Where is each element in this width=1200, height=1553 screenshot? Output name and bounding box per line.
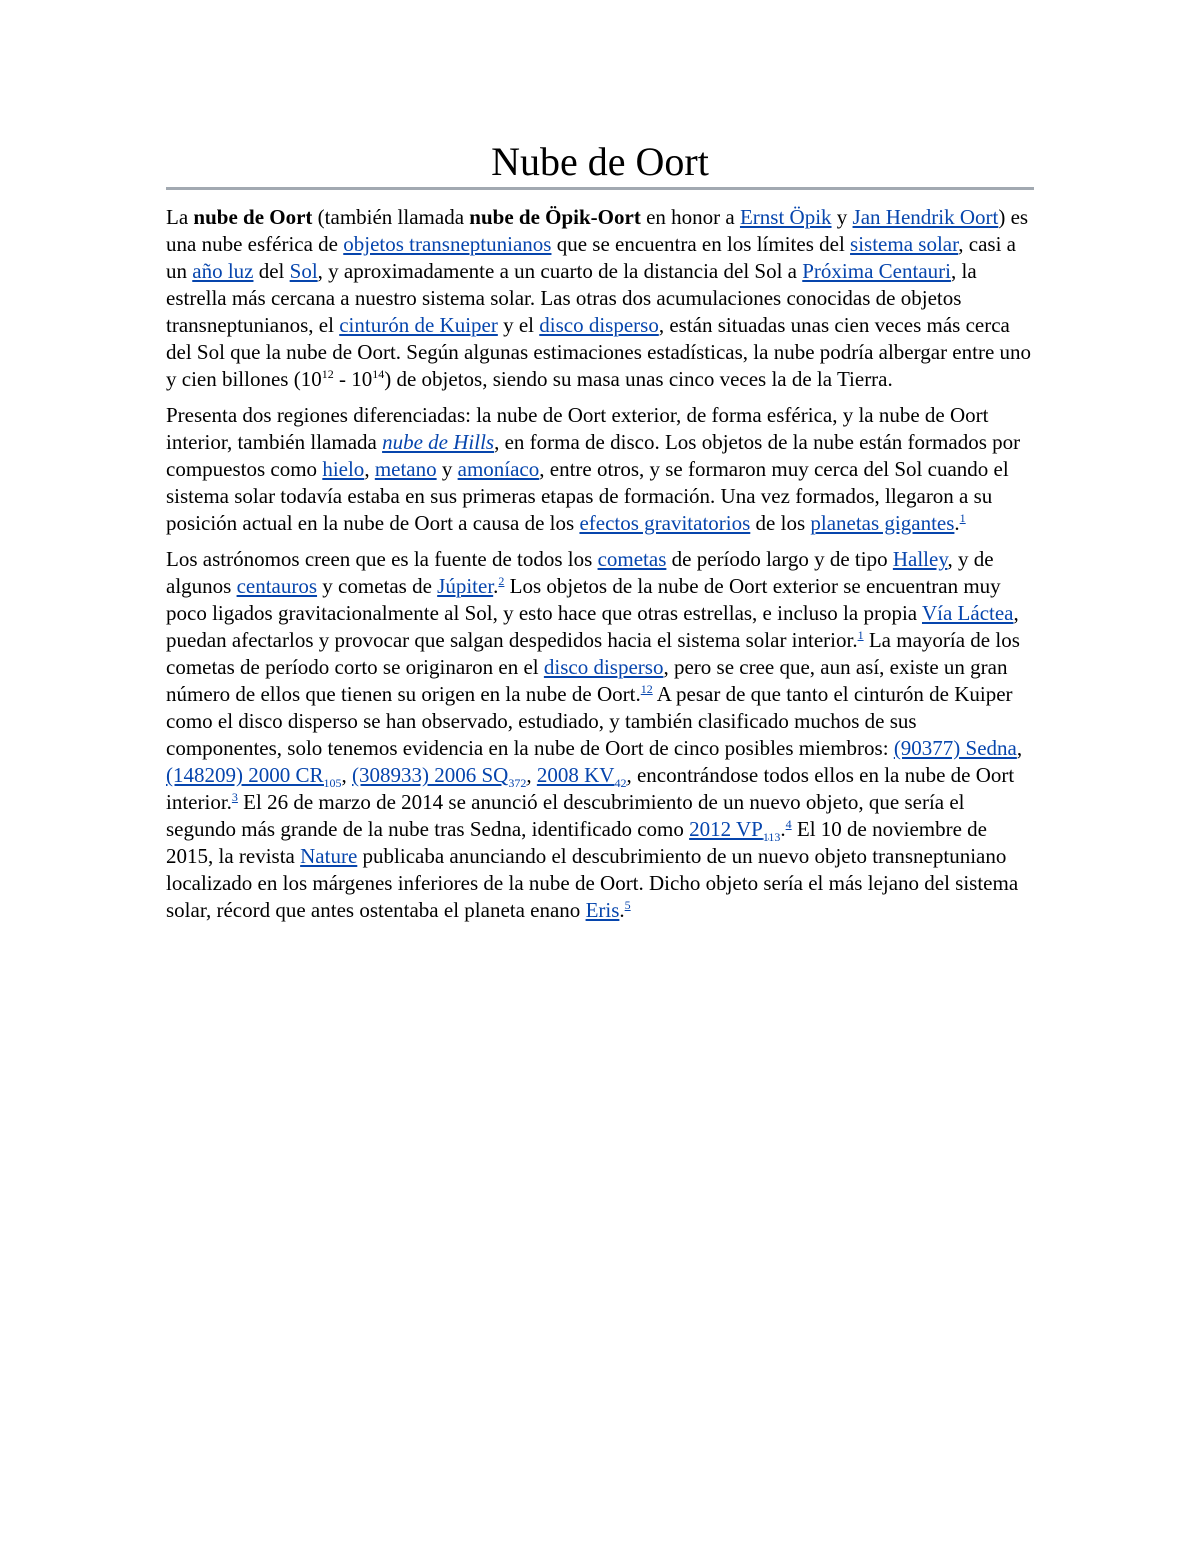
text: , están situadas unas cien veces más cerca del Sol que la nube de Oort. Según algunas estimaciones estadísticas, la nube podría albergar entre uno y cien billones (10	[166, 313, 1032, 391]
paragraph-3	[166, 546, 1034, 924]
text: El 10 de noviembre de 2015, la revista	[166, 817, 987, 868]
text: de período largo y de tipo	[666, 547, 893, 571]
text: Presenta dos regiones diferenciadas: la nube de Oort exterior, de forma esférica, y la nube de Oort interior, también llamada	[166, 403, 989, 454]
text: del	[253, 259, 290, 283]
text: ) es una nube esférica de	[166, 205, 1029, 256]
link-centauros[interactable]: centauros	[236, 574, 318, 598]
exponent: 12	[321, 367, 334, 381]
paragraph-1	[166, 204, 1034, 393]
exponent: 14	[372, 367, 385, 381]
reference-link[interactable]: 2	[498, 574, 505, 588]
reference-link[interactable]: 5	[624, 898, 631, 912]
article	[166, 138, 1034, 933]
text: y	[831, 205, 853, 229]
title-divider	[166, 187, 1034, 190]
link-amoniaco[interactable]: amoníaco	[457, 457, 540, 481]
text: , entre otros, y se formaron muy cerca del Sol cuando el sistema solar todavía estaba en sus primeras etapas de formación. Una vez formados, llegaron a su posición actual en la nube de Oort a causa de los	[166, 457, 1009, 535]
reference-marker	[641, 682, 653, 696]
bold-term: nube de Öpik-Oort	[469, 205, 641, 229]
link-cinturon-de-kuiper[interactable]: cinturón de Kuiper	[339, 313, 498, 337]
text: ) de objetos, siendo su masa unas cinco veces la de la Tierra.	[384, 367, 893, 391]
text: .	[780, 817, 786, 841]
link-text: 2012 VP	[689, 817, 763, 841]
link-ano-luz[interactable]: año luz	[192, 259, 254, 283]
text: .	[619, 898, 625, 922]
reference-link[interactable]: 12	[640, 682, 653, 696]
link-text: (148209) 2000 CR	[166, 763, 324, 787]
link-metano[interactable]: metano	[374, 457, 437, 481]
text: , casi a un	[166, 232, 1017, 283]
reference-link[interactable]: 1	[857, 628, 864, 642]
bold-term: nube de Oort	[193, 205, 313, 229]
link-eris[interactable]: Eris	[585, 898, 620, 922]
text: ,	[1016, 736, 1023, 760]
reference-link[interactable]: 4	[785, 817, 792, 831]
text: publicaba anunciando el descubrimiento de un nuevo objeto transneptuniano localizado en los márgenes inferiores de la nube de Oort. Dicho objeto sería el más lejano del sistema solar, récord que antes ostentaba el planeta enano	[166, 844, 1019, 922]
link-disco-disperso[interactable]: disco disperso	[539, 313, 659, 337]
subscript: 113	[762, 830, 781, 845]
link-efectos-gravitatorios[interactable]: efectos gravitatorios	[579, 511, 751, 535]
paragraph-2	[166, 402, 1034, 537]
link-objetos-transneptunianos[interactable]: objetos transneptunianos	[343, 232, 552, 256]
reference-link[interactable]: 3	[231, 790, 238, 804]
link-sol[interactable]: Sol	[289, 259, 318, 283]
text: Los objetos de la nube de Oort exterior se encuentran muy poco ligados gravitacionalmente al Sol, y esto hace que otras estrellas, e incluso la propia	[166, 574, 1001, 625]
link-sedna[interactable]: (90377) Sedna	[893, 736, 1017, 760]
text: Los astrónomos creen que es la fuente de todos los	[166, 547, 598, 571]
text: A pesar de que tanto el cinturón de Kuiper como el disco disperso se han observado, estudiado, y también clasificado muchos de sus componentes, solo tenemos evidencia en la nube de Oort de cinco posibles miembros:	[166, 682, 1013, 760]
link-2006-sq372[interactable]	[352, 763, 527, 791]
text: y	[436, 457, 458, 481]
reference-link[interactable]: 1	[959, 511, 966, 525]
link-2008-kv42[interactable]	[536, 763, 627, 791]
text: - 10	[333, 367, 373, 391]
subscript: 105	[323, 776, 342, 791]
link-ernst-opik[interactable]: Ernst Öpik	[739, 205, 832, 229]
subscript: 42	[614, 776, 627, 791]
link-disco-disperso[interactable]: disco disperso	[543, 655, 664, 679]
reference-marker	[625, 898, 631, 912]
text: y cometas de	[317, 574, 438, 598]
link-hielo[interactable]: hielo	[322, 457, 365, 481]
text: El 26 de marzo de 2014 se anunció el descubrimiento de un nuevo objeto, que sería el segundo más grande de la nube tras Sedna, identificado como	[166, 790, 965, 841]
text: .	[493, 574, 499, 598]
text: , la estrella más cercana a nuestro sistema solar. Las otras dos acumulaciones conocidas de objetos transneptunianos, el	[166, 259, 977, 337]
text: que se encuentra en los límites del	[551, 232, 851, 256]
text: , en forma de disco. Los objetos de la nube están formados por compuestos como	[166, 430, 1021, 481]
link-halley[interactable]: Halley	[892, 547, 948, 571]
text: , encontrándose todos ellos en la nube de Oort interior.	[166, 763, 1015, 814]
link-cometas[interactable]: cometas	[597, 547, 667, 571]
text: ,	[341, 763, 352, 787]
link-2000-cr105[interactable]	[166, 763, 342, 791]
text: (también llamada	[312, 205, 470, 229]
link-proxima-centauri[interactable]: Próxima Centauri	[802, 259, 951, 283]
link-nube-de-hills[interactable]: nube de Hills	[382, 430, 495, 454]
link-jupiter[interactable]: Júpiter	[437, 574, 494, 598]
link-nature[interactable]: Nature	[300, 844, 358, 868]
subscript: 372	[508, 776, 527, 791]
text: .	[954, 511, 960, 535]
text: en honor a	[640, 205, 740, 229]
text: ,	[364, 457, 375, 481]
link-2012-vp113[interactable]	[689, 817, 781, 845]
reference-marker	[960, 511, 966, 525]
text: , pero se cree que, aun así, existe un gran número de ellos que tienen su origen en la nube de Oort.	[166, 655, 1008, 706]
text: , puedan afectarlos y provocar que salgan despedidos hacia el sistema solar interior.	[166, 601, 1019, 652]
text: , y de algunos	[166, 547, 994, 598]
text: y el	[497, 313, 540, 337]
text: La	[166, 205, 194, 229]
link-sistema-solar[interactable]: sistema solar	[850, 232, 959, 256]
link-text: (308933) 2006 SQ	[352, 763, 509, 787]
text: , y aproximadamente a un cuarto de la distancia del Sol a	[317, 259, 803, 283]
text: de los	[750, 511, 811, 535]
link-via-lactea[interactable]: Vía Láctea	[921, 601, 1014, 625]
link-text: 2008 KV	[536, 763, 615, 787]
link-jan-hendrik-oort[interactable]: Jan Hendrik Oort	[852, 205, 999, 229]
text: ,	[526, 763, 537, 787]
link-planetas-gigantes[interactable]: planetas gigantes	[810, 511, 955, 535]
page-title: Nube de Oort	[491, 139, 709, 184]
text: La mayoría de los cometas de período corto se originaron en el	[166, 628, 1020, 679]
